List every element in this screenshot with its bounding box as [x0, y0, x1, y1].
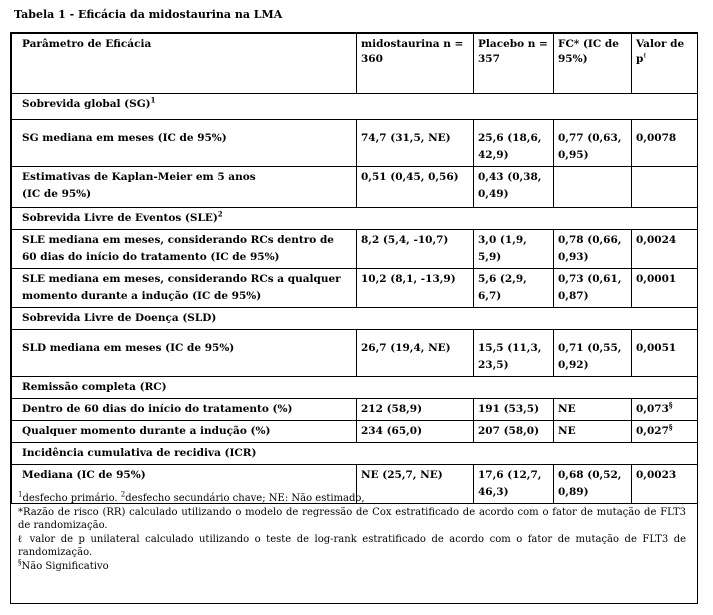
- section-title: Sobrevida global (SG)$^1$: [12, 94, 698, 120]
- header-p: Valor de $p^\ell$: [632, 34, 698, 94]
- efficacy-table: [11, 33, 698, 504]
- cell-param: Dentro de 60 dias do início do tratamento (%): [12, 399, 357, 421]
- table-row: [12, 330, 698, 377]
- cell-p: 0,0024: [632, 230, 698, 269]
- header-mido: midostaurina n = 360: [357, 34, 474, 94]
- cell-param: Mediana (IC de 95%): [12, 465, 357, 504]
- cell-param: SG mediana em meses (IC de 95%): [12, 120, 357, 167]
- cell-placebo: 17,6 (12,7, 46,3): [474, 465, 554, 504]
- section-row-icr: [12, 443, 698, 465]
- cell-param: SLE mediana em meses, considerando RCs a qualquer momento durante a indução (IC de 95%): [12, 269, 357, 308]
- cell-p: 0,0023: [632, 465, 698, 504]
- cell-p: 0,027§: [632, 421, 698, 443]
- section-title: Incidência cumulativa de recidiva (ICR): [12, 443, 698, 465]
- footnotes: [18, 492, 686, 573]
- cell-placebo: 5,6 (2,9, 6,7): [474, 269, 554, 308]
- section-title: Sobrevida Livre de Eventos (SLE)$^2$: [12, 208, 698, 230]
- cell-placebo: 15,5 (11,3, 23,5): [474, 330, 554, 377]
- cell-mido: 0,51 (0,45, 0,56): [357, 167, 474, 208]
- cell-param: SLD mediana em meses (IC de 95%): [12, 330, 357, 377]
- cell-placebo: 191 (53,5): [474, 399, 554, 421]
- cell-fc: 0,77 (0,63, 0,95): [554, 120, 632, 167]
- header-fc: FC* (IC de 95%): [554, 34, 632, 94]
- table-row: [12, 421, 698, 443]
- cell-mido: 212 (58,9): [357, 399, 474, 421]
- cell-param: SLE mediana em meses, considerando RCs dentro de 60 dias do início do tratamento (IC de 95%): [12, 230, 357, 269]
- cell-mido: NE (25,7, NE): [357, 465, 474, 504]
- table-row: [12, 399, 698, 421]
- footnote-4: §Não Significativo: [18, 558, 109, 572]
- cell-fc: 0,68 (0,52, 0,89): [554, 465, 632, 504]
- cell-placebo: 0,43 (0,38, 0,49): [474, 167, 554, 208]
- cell-p: 0,0001: [632, 269, 698, 308]
- cell-param: Qualquer momento durante a indução (%): [12, 421, 357, 443]
- cell-mido: 26,7 (19,4, NE): [357, 330, 474, 377]
- table-row: [12, 167, 698, 208]
- cell-p: 0,0051: [632, 330, 698, 377]
- cell-param: Estimativas de Kaplan-Meier em 5 anos (IC de 95%): [12, 167, 357, 208]
- cell-fc: 0,71 (0,55, 0,92): [554, 330, 632, 377]
- footnote-1: $^1$desfecho primário. $^2$desfecho secundário chave; NE: Não estimado,: [18, 490, 365, 504]
- footnote-2: *Razão de risco (RR) calculado utilizando o modelo de regressão de Cox estratificado de acordo com o fator de mutação de FLT3 de randomização.: [18, 506, 686, 531]
- section-row-rc: [12, 377, 698, 399]
- table-row: [12, 269, 698, 308]
- cell-mido: 10,2 (8,1, -13,9): [357, 269, 474, 308]
- section-row-sg: [12, 94, 698, 120]
- cell-mido: 8,2 (5,4, -10,7): [357, 230, 474, 269]
- table-row: [12, 120, 698, 167]
- cell-fc: 0,78 (0,66, 0,93): [554, 230, 632, 269]
- cell-fc: 0,73 (0,61, 0,87): [554, 269, 632, 308]
- section-title: Sobrevida Livre de Doença (SLD): [12, 308, 698, 330]
- section-title: Remissão completa (RC): [12, 377, 698, 399]
- cell-placebo: 207 (58,0): [474, 421, 554, 443]
- cell-p: [632, 167, 698, 208]
- header-row: [12, 34, 698, 94]
- header-placebo: Placebo n = 357: [474, 34, 554, 94]
- footnote-3: ℓ valor de p unilateral calculado utilizando o teste de log-rank estratificado de acordo com o fator de mutação de FLT3 de randomização.: [18, 533, 687, 558]
- cell-fc: [554, 167, 632, 208]
- header-param: Parâmetro de Eficácia: [12, 34, 357, 94]
- cell-placebo: 3,0 (1,9, 5,9): [474, 230, 554, 269]
- cell-p: 0,073§: [632, 399, 698, 421]
- cell-mido: 74,7 (31,5, NE): [357, 120, 474, 167]
- section-row-sle: [12, 208, 698, 230]
- cell-fc: NE: [554, 421, 632, 443]
- cell-placebo: 25,6 (18,6, 42,9): [474, 120, 554, 167]
- table-caption: Tabela 1 - Eficácia da midostaurina na LMA: [14, 8, 283, 21]
- cell-p: 0,0078: [632, 120, 698, 167]
- cell-fc: NE: [554, 399, 632, 421]
- table-row: [12, 230, 698, 269]
- section-row-sld: [12, 308, 698, 330]
- cell-mido: 234 (65,0): [357, 421, 474, 443]
